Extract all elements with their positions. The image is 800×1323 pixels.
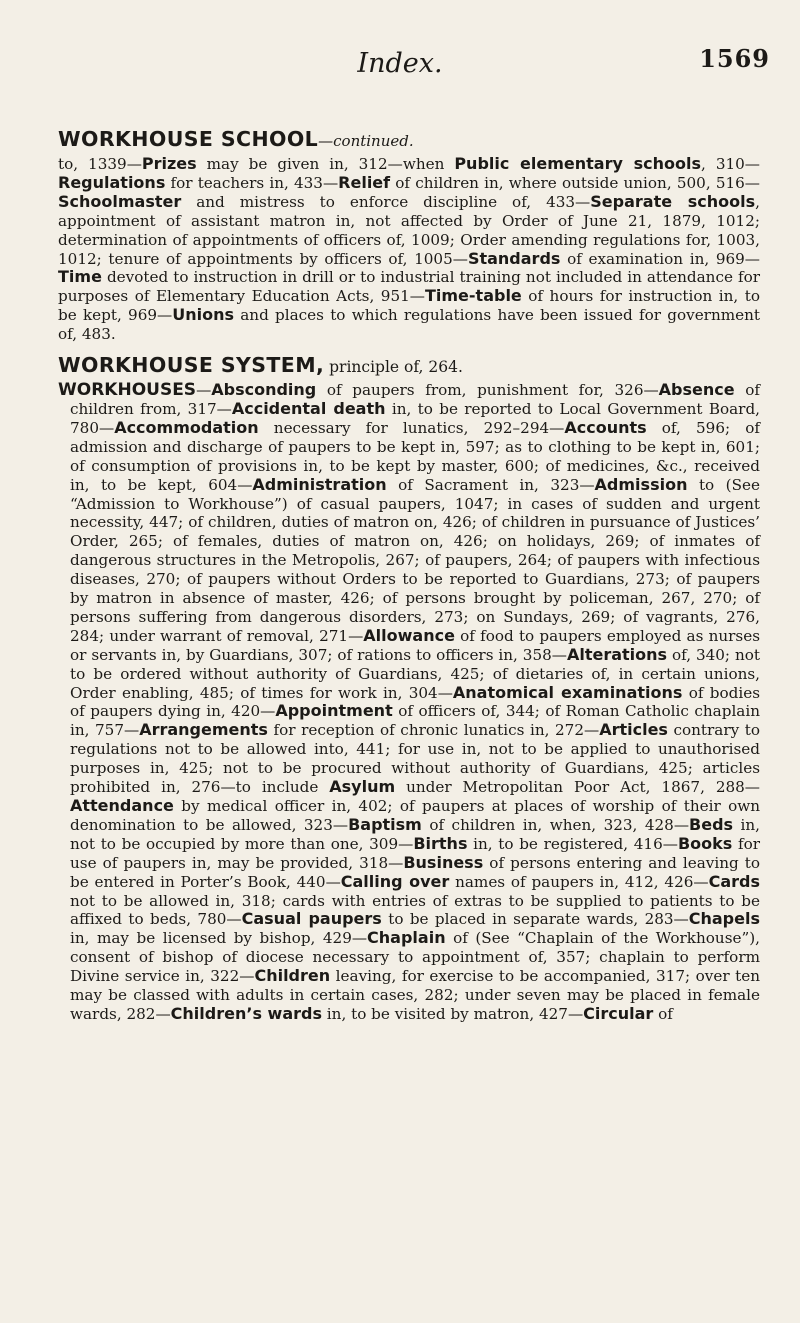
subheading-term: Administration [252,474,387,494]
entry-text: of examination in, 969— [560,249,760,268]
subheading-term: Calling over [340,871,450,891]
entry-text: and mistress to enforce discipline of, 433— [181,192,591,211]
entry-text: of (See “Chaplain of the Workhouse”), consent of bishop of diocese necessary to appointment of, 357; chaplain to perform Divine service in, 322— [70,929,760,986]
subheading-term: Admission [594,474,688,494]
entry-text: to, 1339— [58,155,142,173]
page-number: 1569 [699,44,770,73]
subheading-term: Arrangements [139,720,268,740]
subheading-term: Chaplain [367,928,446,948]
entry-text: in, to be visited by matron, 427— [321,1004,584,1023]
entry-text: of children in, where outside union, 500, 516— [390,173,760,192]
subheading-term: Time [58,267,102,287]
entry-text: in, to be reported to Local Government Board, 780— [70,399,760,437]
workhouse-school-heading [58,127,760,151]
entry-text: to be placed in separate wards, 283— [381,910,689,929]
entry-text: of food to paupers employed as nurses or servants in, by Guardians, 307; of rations to officers in, 358— [70,626,761,664]
entry-text: of bodies of paupers dying in, 420— [70,683,760,721]
entry-text: by medical officer in, 402; of paupers at places of worship of their own denomination to be allowed, 323— [70,797,760,834]
entry-text: of officers of, 344; of Roman Catholic chaplain in, 757— [70,702,760,740]
subheading-term: Accounts [564,417,647,437]
entry-text: not to be allowed in, 318; cards with entries of extras to be supplied to patients to be affixed to beds, 780— [70,891,760,929]
entry-text: of, 340; not to be ordered without authority of Guardians, 425; of dietaries of, in certain unions, Order enabling, 485; of times for work in, 304— [70,645,760,702]
subheading-term: Children’s wards [170,1003,322,1023]
entry-text: in, not to be occupied by more than one, 309— [70,815,760,853]
entry-text: contrary to regulations not to be allowed into, 441; for use in, not to be applied to unauthorised purposes in, 425; not to be procured without authority of Guardians, 425; articles prohibited in, 276—to include [70,721,760,797]
subheading-term: Separate schools [590,191,756,211]
subheading-term: Beds [689,814,734,834]
entry-text: devoted to instruction in drill or to industrial training not included in attendance for purposes of Elementary Education Acts, 951— [58,268,760,306]
subheading-term: Allowance [363,625,455,645]
subheading-term: Schoolmaster [58,191,182,211]
subheading-term: Regulations [58,172,166,192]
entry-text: for use of paupers in, may be provided, 318— [70,834,760,872]
entry-text: of children from, 317— [70,381,760,418]
subheading-term: Circular [583,1003,654,1023]
subheading-term: Unions [172,305,234,325]
entry-text: in, to be registered, 416— [467,834,678,853]
entry-text: for teachers in, 433— [165,173,339,192]
subheading-term: Absconding [211,380,317,400]
subheading-term: Cards [708,871,760,891]
subheading-term: Asylum [329,777,396,797]
entry-text: names of paupers in, 412, 426— [449,872,709,891]
entry-text: in, may be licensed by bishop, 429— [70,929,368,948]
subheading-term: Standards [467,248,561,268]
running-title: Index. [357,48,443,79]
subheading-term: Accommodation [114,417,259,437]
entry-text: of [653,1004,673,1023]
workhouse-system-subtitle: principle of, 264. [324,358,463,377]
entry-text: of paupers from, punishment for, 326— [316,381,659,400]
subheading-term: Chapels [688,909,760,929]
subheading-term: Births [413,833,468,853]
subheading-term: Attendance [70,796,174,815]
subheading-term: Baptism [348,814,422,834]
subheading-term: Prizes [141,154,197,173]
entry-text: necessary for lunatics, 292–294— [258,418,565,437]
subheading-term: Articles [599,720,668,740]
workhouse-school-title: WORKHOUSE SCHOOL [58,127,319,151]
entry-text: may be given in, 312—when [196,155,455,173]
workhouses-lead: WORKHOUSES [58,380,197,401]
entry-text: , appointment of assistant matron in, not affected by Order of June 21, 1879, 1012; determination of appointments of officers of, 1009; Order amending regulations for, 1003, 1012; tenure of appointments by officers of, 1005— [58,192,760,268]
subheading-term: Time-table [424,286,522,306]
subheading-term: Public elementary schools [454,154,702,173]
entry-text: of children in, when, 323, 428— [421,815,690,834]
entry-text: leaving, for exercise to be accompanied, 317; over ten may be classed with adults in certain cases, 282; under seven may be placed in female wards, 282— [70,967,761,1023]
entry-text: of Sacrament in, 323— [386,475,595,494]
entry-text: under Metropolitan Poor Act, 1867, 288— [395,778,760,797]
subheading-term: Business [403,852,484,872]
subheading-term: Appointment [275,701,393,721]
entry-text: for reception of chronic lunatics in, 272— [267,721,600,740]
index-column [58,127,760,1033]
subheading-term: Accidental death [231,398,386,418]
subheading-term: Books [677,833,733,853]
workhouses-entry [58,381,760,1024]
continued-label: —continued. [318,132,414,150]
entry-text: — [196,381,212,400]
subheading-term: Alterations [566,644,668,664]
subheading-term: Anatomical examinations [452,682,683,702]
subheading-term: Casual paupers [241,909,382,929]
subheading-term: Relief [338,172,391,192]
workhouses-entry-body [70,381,760,1023]
entry-text: of persons entering and leaving to be entered in Porter’s Book, 440— [70,853,761,891]
subheading-term: Children [254,966,331,986]
entry-text: of hours for instruction in, to be kept, 969— [58,287,761,325]
workhouse-school-entry [58,155,760,344]
subheading-term: Absence [658,380,735,400]
entry-text: of, 596; of admission and discharge of paupers to be kept in, 597; as to clothing to be kept in, 601; of consumption of provisions in, to be kept by master, 600; of medicines, &c., received in, to be kept, 604— [70,418,761,494]
entry-text: , 310— [701,155,760,173]
entry-text: and places to which regulations have been issued for government of, 483. [58,306,760,344]
workhouse-system-title: WORKHOUSE SYSTEM, [58,353,325,378]
entry-text: to (See “Admission to Workhouse”) of casual paupers, 1047; in cases of sudden and urgent necessity, 447; of children, duties of matron on, 426; of children in pursuance of Justices’ Order, 265; of females, duties of matron on, 426; on holidays, 269; of inmates of dangerous structures in the Metropolis, 267; of paupers, 264; of paupers with infectious diseases, 270; of paupers without Orders to be reported to Guardians, 273; of paupers by matron in absence of master, 426; of persons brought by policeman, 267, 270; of persons suffering from dangerous disorders, 273; on Sundays, 269; of vagrants, 276, 284; under warrant of removal, 271— [70,475,760,645]
workhouse-system-heading [58,353,760,377]
